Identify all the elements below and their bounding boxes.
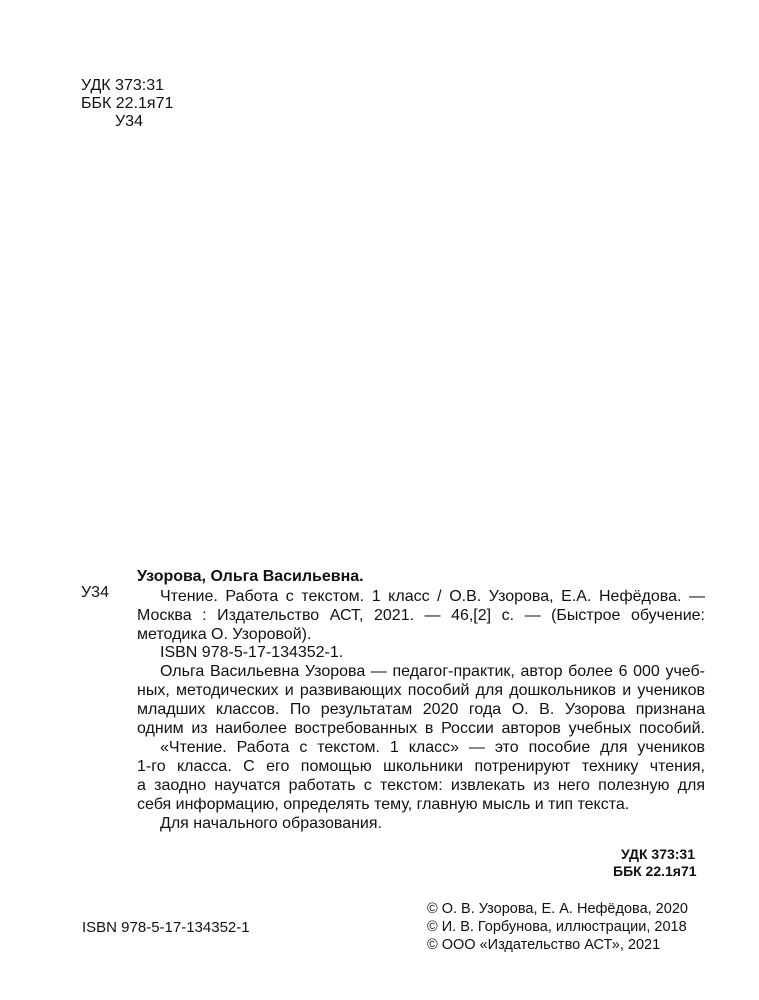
bbk-bottom: ББК 22.1я71 xyxy=(613,863,697,879)
description-line: себя информацию, определять тему, главную мысль и тип текста. xyxy=(137,796,630,813)
isbn-bottom: ISBN 978-5-17-134352-1 xyxy=(82,919,250,936)
description-line: ных, методических и развивающих пособий для дошкольников и учеников xyxy=(137,682,705,699)
description-line: 1-го класса. С его помощью школьники потренируют технику чтения, xyxy=(137,758,705,775)
description-line: одним из наиболее востребованных в России авторов учебных пособий. xyxy=(137,720,705,737)
copyright-line: © И. В. Горбунова, иллюстрации, 2018 xyxy=(427,919,687,935)
description-line: младших классов. По результатам 2020 года О. В. Узорова признана xyxy=(137,701,705,718)
copyright-line: © О. В. Узорова, Е. А. Нефёдова, 2020 xyxy=(427,901,688,917)
udk-top: УДК 373:31 xyxy=(81,77,164,94)
description-line: Ольга Васильевна Узорова — педагог-практик, автор более 6 000 учеб- xyxy=(160,663,705,680)
biblio-line: Чтение. Работа с текстом. 1 класс / О.В. Узорова, Е.А. Нефёдова. — xyxy=(160,588,705,605)
biblio-line: Москва : Издательство АСТ, 2021. — 46,[2] с. — (Быстрое обучение: xyxy=(137,607,705,624)
udk-bottom: УДК 373:31 xyxy=(621,846,695,862)
author-code-side: У34 xyxy=(81,584,109,601)
author-heading: Узорова, Ольга Васильевна. xyxy=(137,568,364,585)
description-line: «Чтение. Работа с текстом. 1 класс» — это пособие для учеников xyxy=(160,739,705,756)
bbk-top: ББК 22.1я71 xyxy=(81,95,174,112)
description-line: а заодно научатся работать с текстом: извлекать из него полезную для xyxy=(137,777,705,794)
biblio-line: методика О. Узоровой). xyxy=(137,626,312,643)
copyright-line: © ООО «Издательство АСТ», 2021 xyxy=(427,937,661,953)
author-code-top: У34 xyxy=(115,113,143,130)
audience-note: Для начального образования. xyxy=(160,815,382,832)
isbn-card: ISBN 978-5-17-134352-1. xyxy=(160,644,344,661)
